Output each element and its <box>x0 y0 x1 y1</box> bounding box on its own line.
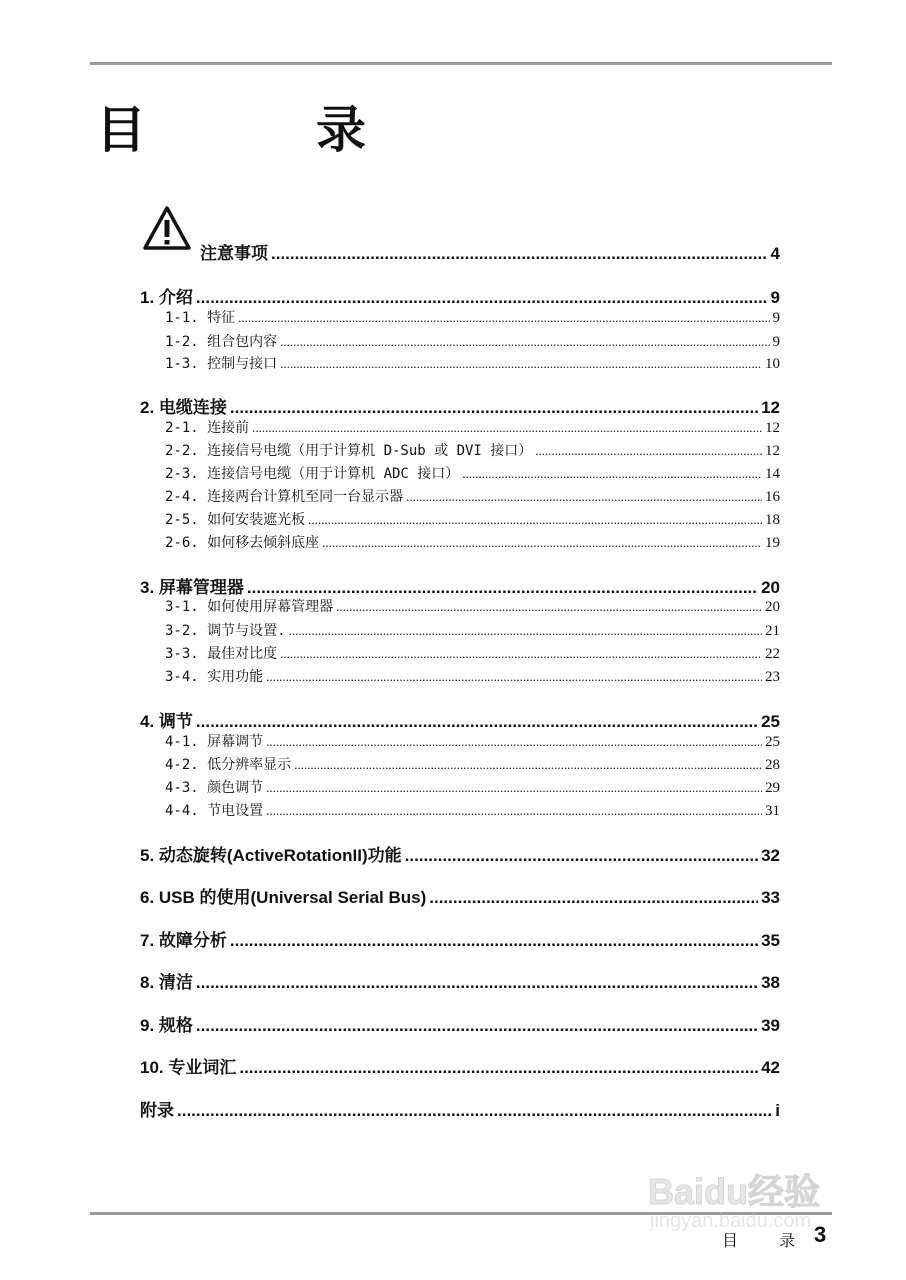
toc-entry[interactable] <box>140 283 780 308</box>
dot-leader <box>405 846 758 866</box>
dot-leader <box>322 535 762 551</box>
toc-subentry[interactable] <box>165 596 780 616</box>
dot-leader <box>308 512 762 528</box>
toc-entry-page: 33 <box>761 888 780 907</box>
toc-subentry[interactable] <box>165 800 780 820</box>
toc-subentry[interactable] <box>165 532 780 552</box>
toc-entry-label: 8. 清洁 <box>140 973 193 992</box>
toc-entry-page: i <box>775 1101 780 1120</box>
toc-entry-page: 20 <box>765 599 780 615</box>
toc-entry[interactable] <box>140 573 780 598</box>
toc-entry-label: 1-3. 控制与接口 <box>165 356 278 372</box>
toc-entry[interactable] <box>140 968 780 993</box>
dot-leader <box>196 712 758 732</box>
toc-entry-label: 3-1. 如何使用屏幕管理器 <box>165 599 334 615</box>
toc-entry-page: 18 <box>765 512 780 528</box>
page-number: 3 <box>814 1222 827 1247</box>
toc-entry-label: 2-4. 连接两台计算机至同一台显示器 <box>165 489 404 505</box>
dot-leader <box>266 780 762 796</box>
toc-subentry[interactable] <box>165 440 780 460</box>
toc-entry-label: 5. 动态旋转(ActiveRotationII)功能 <box>140 846 402 865</box>
dot-leader <box>196 1016 758 1036</box>
toc-entry-label: 3-4. 实用功能 <box>165 669 264 685</box>
toc-entry-label: 注意事项 <box>200 244 268 263</box>
toc-entry[interactable] <box>140 883 780 908</box>
dot-leader <box>238 310 769 326</box>
toc-entry-label: 4-2. 低分辨率显示 <box>165 757 292 773</box>
toc-entry[interactable] <box>200 239 780 264</box>
baidu-watermark <box>640 1140 860 1240</box>
toc-entry[interactable] <box>140 1011 780 1036</box>
toc-subentry[interactable] <box>165 620 780 640</box>
toc-entry-label: 2-3. 连接信号电缆（用于计算机 ADC 接口） <box>165 466 460 482</box>
toc-subentry[interactable] <box>165 754 780 774</box>
top-rule <box>90 62 832 65</box>
page-title: 目 录 <box>96 101 426 159</box>
toc-entry-page: 9 <box>772 334 780 350</box>
toc-entry-page: 4 <box>770 244 780 263</box>
toc-entry[interactable] <box>140 1096 780 1121</box>
toc-entry-page: 19 <box>765 535 780 551</box>
dot-leader <box>196 288 768 308</box>
toc-entry-page: 9 <box>770 288 780 307</box>
toc-subentry[interactable] <box>165 731 780 751</box>
toc-subentry[interactable] <box>165 486 780 506</box>
toc-entry[interactable] <box>140 707 780 732</box>
toc-entry-label: 2-5. 如何安装遮光板 <box>165 512 306 528</box>
toc-entry-label: 1-2. 组合包内容 <box>165 334 278 350</box>
toc-entry-page: 12 <box>765 443 780 459</box>
dot-leader <box>280 334 769 350</box>
toc-entry-page: 32 <box>761 846 780 865</box>
toc-entry-label: 9. 规格 <box>140 1016 193 1035</box>
dot-leader <box>266 803 762 819</box>
toc-entry-label: 2. 电缆连接 <box>140 398 227 417</box>
toc-subentry[interactable] <box>165 643 780 663</box>
toc-entry-label: 4-1. 屏幕调节 <box>165 734 264 750</box>
toc-entry-page: 10 <box>765 356 780 372</box>
toc-entry-page: 29 <box>765 780 780 796</box>
toc-subentry[interactable] <box>165 307 780 327</box>
toc-entry[interactable] <box>140 841 780 866</box>
dot-leader <box>429 888 758 908</box>
toc-entry-label: 2-6. 如何移去倾斜底座 <box>165 535 320 551</box>
toc-entry-label: 2-2. 连接信号电缆（用于计算机 D-Sub 或 DVI 接口） <box>165 443 533 459</box>
toc-entry-page: 20 <box>761 578 780 597</box>
toc-entry-label: 3. 屏幕管理器 <box>140 578 244 597</box>
toc-entry-label: 4-3. 颜色调节 <box>165 780 264 796</box>
toc-entry-page: 25 <box>761 712 780 731</box>
toc-entry-page: 42 <box>761 1058 780 1077</box>
toc-entry-page: 39 <box>761 1016 780 1035</box>
toc-entry[interactable] <box>140 393 780 418</box>
toc-entry-label: 附录 <box>140 1101 174 1120</box>
dot-leader <box>535 443 762 459</box>
toc-entry-label: 3-2. 调节与设置. <box>165 623 286 639</box>
dot-leader <box>230 398 758 418</box>
toc-entry-label: 6. USB 的使用(Universal Serial Bus) <box>140 888 427 907</box>
toc-entry-page: 16 <box>765 489 780 505</box>
dot-leader <box>266 669 762 685</box>
toc-entry-page: 21 <box>765 623 780 639</box>
toc-entry-label: 2-1. 连接前 <box>165 420 250 436</box>
dot-leader <box>266 734 762 750</box>
dot-leader <box>252 420 762 436</box>
footer-label: 目 录 <box>722 1231 814 1250</box>
toc-entry-page: 14 <box>765 466 780 482</box>
toc-entry-label: 1-1. 特征 <box>165 310 236 326</box>
toc-subentry[interactable] <box>165 777 780 797</box>
watermark-url: jingyan.baidu.com <box>650 1210 812 1232</box>
dot-leader <box>289 623 762 639</box>
toc-subentry[interactable] <box>165 666 780 686</box>
toc-entry-page: 31 <box>765 803 780 819</box>
toc-entry-label: 1. 介绍 <box>140 288 193 307</box>
toc-entry-page: 12 <box>761 398 780 417</box>
dot-leader <box>271 244 768 264</box>
warning-triangle-icon <box>142 205 192 251</box>
toc-entry-label: 4. 调节 <box>140 712 193 731</box>
toc-entry[interactable] <box>140 926 780 951</box>
toc-entry-page: 12 <box>765 420 780 436</box>
toc-subentry[interactable] <box>165 463 780 483</box>
dot-leader <box>280 646 762 662</box>
toc-entry-page: 23 <box>765 669 780 685</box>
watermark-brand: Baidu经验 <box>648 1171 821 1212</box>
toc-entry-label: 7. 故障分析 <box>140 931 227 950</box>
toc-subentry[interactable] <box>165 509 780 529</box>
toc-entry[interactable] <box>140 1053 780 1078</box>
dot-leader <box>294 757 762 773</box>
toc-entry-page: 25 <box>765 734 780 750</box>
toc-subentry[interactable] <box>165 417 780 437</box>
toc-entry-page: 28 <box>765 757 780 773</box>
toc-entry-page: 38 <box>761 973 780 992</box>
dot-leader <box>196 973 758 993</box>
dot-leader <box>177 1101 772 1121</box>
dot-leader <box>247 578 758 598</box>
dot-leader <box>462 466 762 482</box>
toc-subentry[interactable] <box>165 353 780 373</box>
dot-leader <box>239 1058 758 1078</box>
toc-entry-label: 4-4. 节电设置 <box>165 803 264 819</box>
toc-entry-page: 9 <box>772 310 780 326</box>
toc-subentry[interactable] <box>165 331 780 351</box>
dot-leader <box>280 356 762 372</box>
dot-leader <box>336 599 762 615</box>
dot-leader <box>406 489 762 505</box>
toc-entry-label: 3-3. 最佳对比度 <box>165 646 278 662</box>
dot-leader <box>230 931 758 951</box>
toc-entry-page: 22 <box>765 646 780 662</box>
toc-entry-page: 35 <box>761 931 780 950</box>
toc-entry-label: 10. 专业词汇 <box>140 1058 237 1077</box>
